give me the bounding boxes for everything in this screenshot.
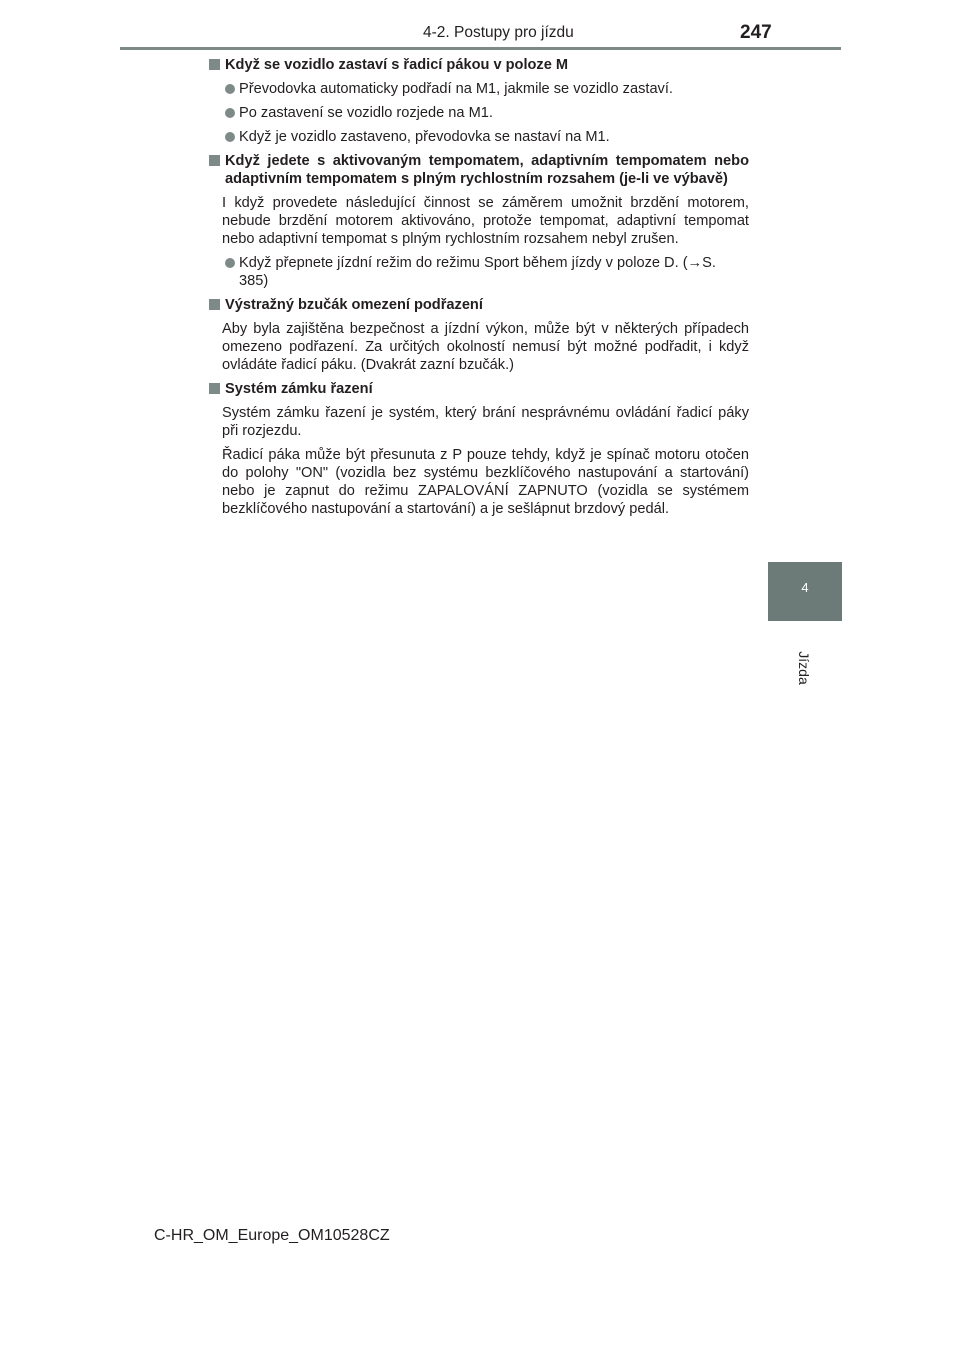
heading-text: Systém zámku řazení	[225, 381, 373, 397]
section-heading	[209, 296, 749, 314]
bullet-text: Po zastavení se vozidlo rozjede na M1.	[239, 105, 493, 121]
heading-text: Když jedete s aktivovaným tempomatem, adaptivním tempomatem nebo adaptivním tempomatem s plným rychlostním rozsahem (je-li ve výbavě)	[225, 153, 749, 187]
document-id: C-HR_OM_Europe_OM10528CZ	[154, 1227, 390, 1244]
chapter-number: 4	[801, 580, 809, 595]
section-heading	[209, 380, 749, 398]
heading-text: Výstražný bzučák omezení podřazení	[225, 297, 483, 313]
bullet-item	[209, 80, 749, 98]
bullet-item	[209, 254, 749, 290]
square-bullet-icon	[209, 383, 220, 394]
circle-bullet-icon	[225, 84, 235, 94]
square-bullet-icon	[209, 155, 220, 166]
heading-text: Když se vozidlo zastaví s řadicí pákou v poloze M	[225, 57, 569, 73]
paragraph: Systém zámku řazení je systém, který brání nesprávnému ovládání řadicí páky při rozjezdu.	[222, 405, 749, 439]
square-bullet-icon	[209, 299, 220, 310]
bullet-item	[209, 128, 749, 146]
chapter-tab	[768, 562, 842, 621]
chapter-label: Jízda	[796, 651, 812, 685]
circle-bullet-icon	[225, 108, 235, 118]
bullet-item	[209, 104, 749, 122]
page-number: 247	[740, 22, 772, 43]
circle-bullet-icon	[225, 258, 235, 268]
bullet-text: Převodovka automaticky podřadí na M1, jakmile se vozidlo zastaví.	[239, 81, 673, 97]
circle-bullet-icon	[225, 132, 235, 142]
paragraph: I když provedete následující činnost se záměrem umožnit brzdění motorem, nebude brzdění motorem aktivováno, protože tempomat, adaptivní tempomat nebo adaptivní tempomat s plným rychlostním rozsahem nebyl zrušen.	[222, 195, 749, 247]
bullet-text: Když je vozidlo zastaveno, převodovka se nastaví na M1.	[239, 129, 610, 145]
header-divider	[120, 47, 841, 50]
square-bullet-icon	[209, 59, 220, 70]
page-content	[209, 56, 749, 518]
section-heading	[209, 56, 749, 74]
section-title: 4-2. Postupy pro jízdu	[423, 24, 574, 41]
section-heading	[209, 152, 749, 188]
paragraph: Aby byla zajištěna bezpečnost a jízdní výkon, může být v některých případech omezeno podřazení. Za určitých okolností nemusí být možné podřadit, i když ovládáte řadicí páku. (Dvakrát zazní bzučák.)	[222, 321, 749, 373]
paragraph: Řadicí páka může být přesunuta z P pouze tehdy, když je spínač motoru otočen do polohy "ON" (vozidla bez systému bezklíčového nastupování a startování) nebo je zapnut do režimu ZAPALOVÁNÍ ZAPNUTO (vozidla se systémem bezklíčového nastupování a startování) a je sešlápnut brzdový pedál.	[222, 447, 749, 517]
bullet-text: Když přepnete jízdní režim do režimu Sport během jízdy v poloze D. (→S. 385)	[239, 255, 716, 289]
